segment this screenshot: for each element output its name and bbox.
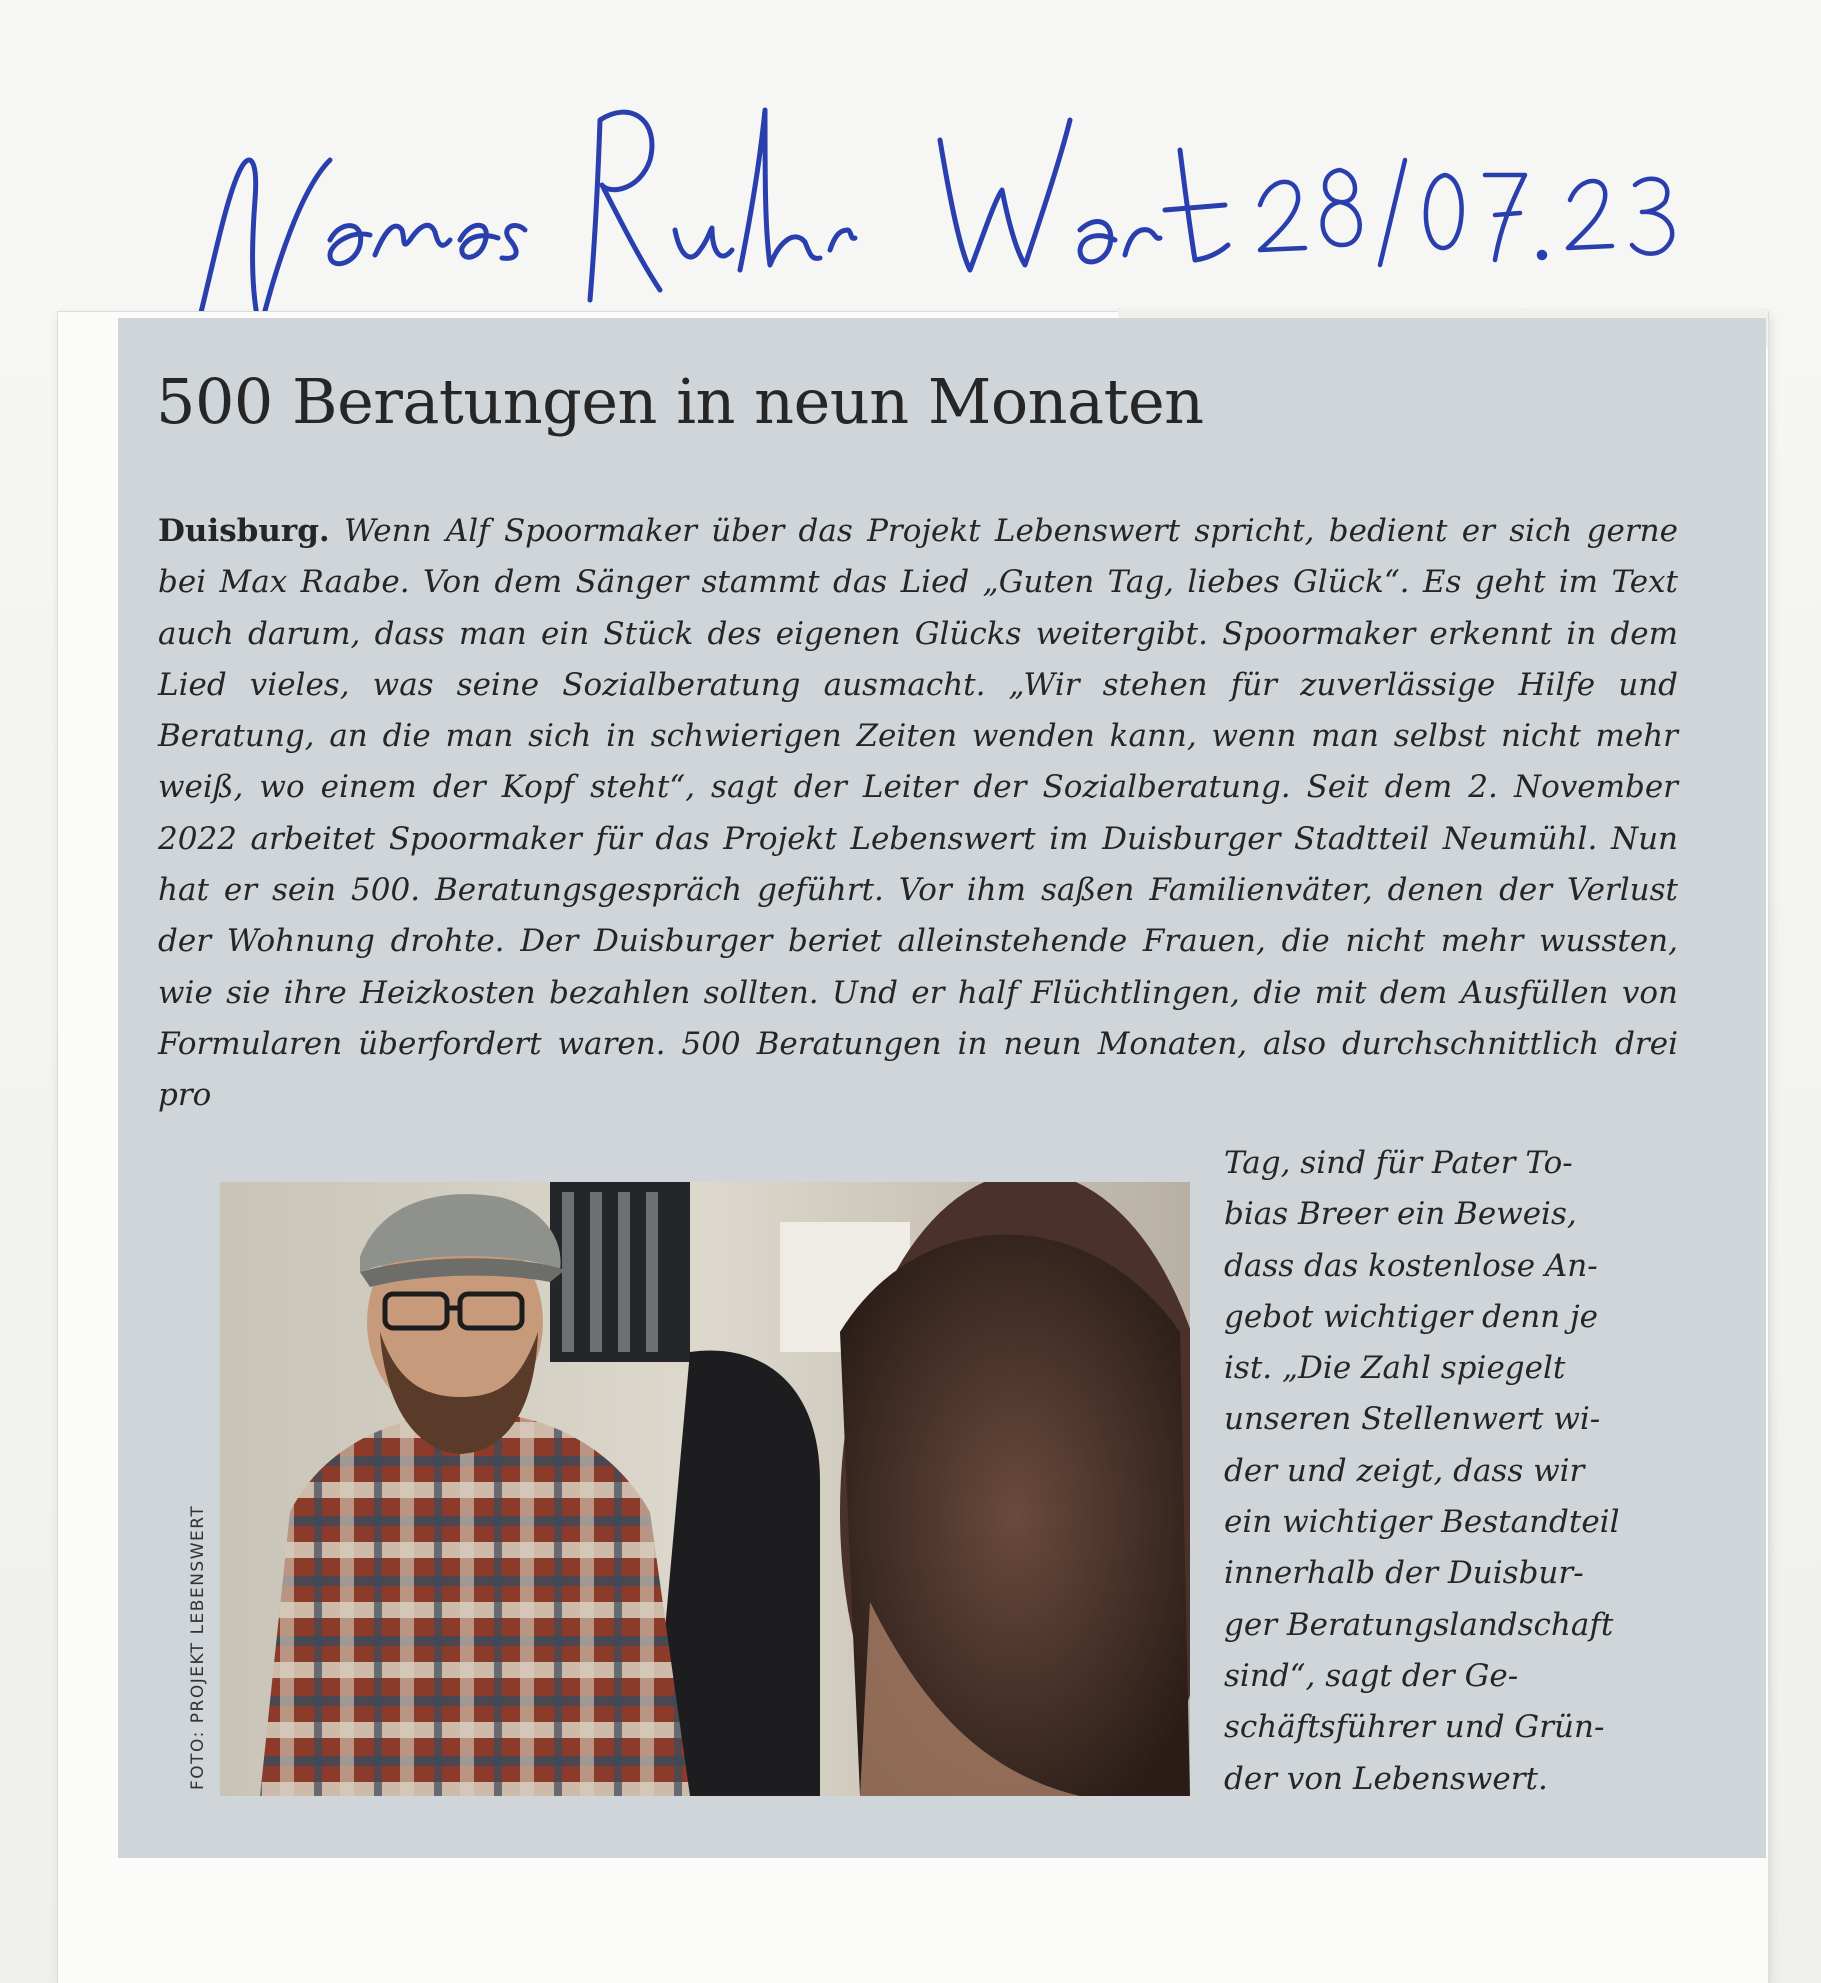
article-body <box>158 506 1678 1122</box>
photo-illustration <box>220 1182 1190 1796</box>
article-body-text: Wenn Alf Spoormaker über das Projekt Lebenswert spricht, bedient er sich gerne bei Max Raabe. Von dem Sänger stammt das Lied „Guten Tag, liebes Glück“. Es geht im Text auch darum, dass man ein Stück des eigenen Glücks weitergibt. Spoormaker erkennt in dem Lied vieles, was seine Sozialberatung ausmacht. „Wir stehen für zuverlässige Hilfe und Beratung, an die man sich in schwierigen Zeiten wenden kann, wenn man selbst nicht mehr weiß, wo einem der Kopf steht“, sagt der Leiter der Sozialberatung. Seit dem 2. November 2022 arbeitet Spoormaker für das Projekt Lebenswert im Duisburger Stadtteil Neumühl. Nun hat er sein 500. Beratungsgespräch geführt. Vor ihm saßen Familienväter, denen der Verlust der Wohnung drohte. Der Duisburger beriet alleinstehende Frauen, die nicht mehr wussten, wie sie ihre Heizkosten bezahlen sollten. Und er half Flüchtlingen, die mit dem Ausfüllen von Formularen überfordert waren. 500 Beratungen in neun Monaten, also durchschnittlich drei pro <box>158 513 1678 1114</box>
article-side-column: Tag, sind für Pater To- bias Breer ein Beweis, dass das kostenlose An- gebot wichtiger denn je ist. „Die Zahl spiegelt unseren Stellenwert wi- der und zeigt, dass wir ein wichtiger Bestandteil innerhalb der Duisbur- ger Beratungslandschaft sind“, sagt der Ge- schäftsführer und Grün- der von Lebenswert. <box>1224 1145 1620 1797</box>
article-headline: 500 Beratungen in neun Monaten <box>156 365 1204 438</box>
article-photo <box>220 1182 1190 1796</box>
article-dateline: Duisburg. <box>158 513 330 549</box>
photo-credit: FOTO: PROJEKT LEBENSWERT <box>188 1504 208 1790</box>
